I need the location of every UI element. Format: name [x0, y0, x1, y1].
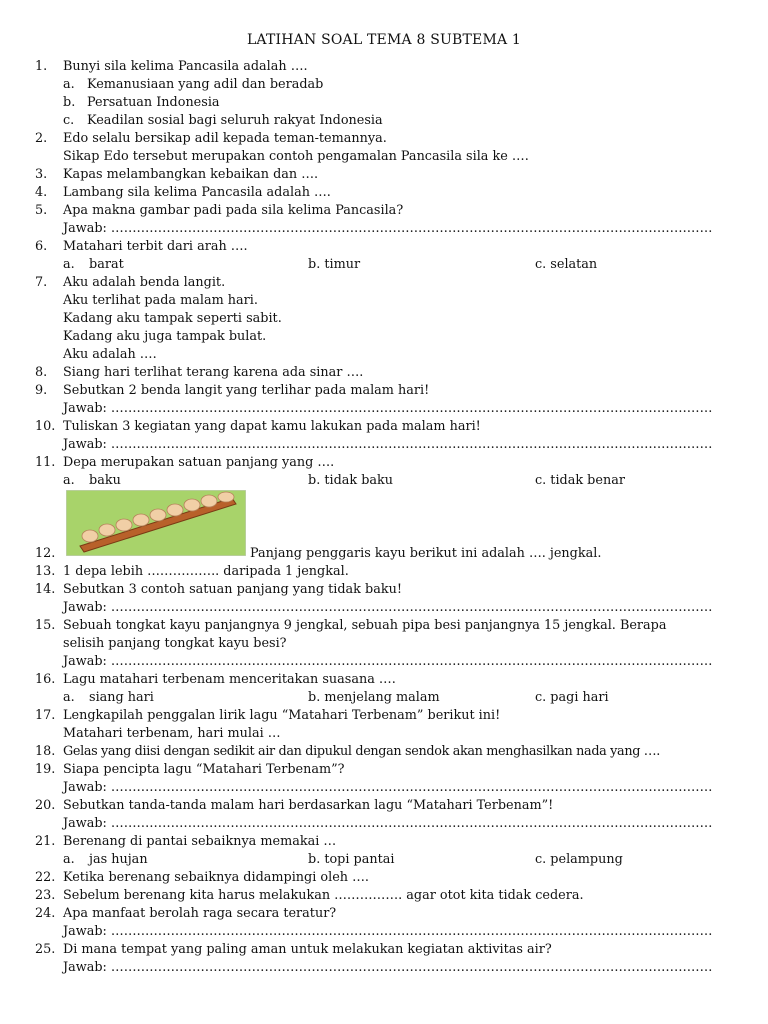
riddle-text: Aku terlihat pada malam hari.: [63, 293, 258, 308]
question-text: Di mana tempat yang paling aman untuk melakukan kegiatan aktivitas air?: [63, 942, 552, 957]
option-text: jas hujan: [89, 852, 148, 867]
option-a: [63, 851, 148, 869]
option-a: [63, 472, 121, 490]
question-text: Tuliskan 3 kegiatan yang dapat kamu lakukan pada malam hari!: [63, 419, 481, 434]
question-text: Apa manfaat berolah raga secara teratur?: [63, 906, 337, 921]
question-number: 12.: [35, 546, 56, 561]
question-text: Panjang penggaris kayu berikut ini adalah …. jengkal.: [250, 546, 602, 561]
option-c: c. selatan: [535, 257, 598, 272]
answer-text: Jawab: ……………………………………………………………………………………………………………………………: [63, 401, 713, 416]
question-number: 5.: [35, 203, 48, 218]
question-number: 9.: [35, 383, 48, 398]
option-letter: a.: [63, 690, 75, 705]
riddle-text: Kadang aku tampak seperti sabit.: [63, 311, 282, 326]
question-number: 25.: [35, 942, 56, 957]
answer-text: Jawab: ……………………………………………………………………………………………………………………………: [63, 924, 713, 939]
question-number: 8.: [35, 365, 48, 380]
option-letter: b.: [63, 95, 76, 110]
option-b: b. timur: [308, 257, 361, 272]
question-text: Bunyi sila kelima Pancasila adalah ….: [63, 59, 308, 74]
question-number: 4.: [35, 185, 48, 200]
question-text: Sebutkan tanda-tanda malam hari berdasarkan lagu “Matahari Terbenam”!: [63, 798, 554, 813]
question-text: Lagu matahari terbenam menceritakan suasana ….: [63, 672, 396, 687]
question-text: Sebutkan 2 benda langit yang terlihar pada malam hari!: [63, 383, 430, 398]
answer-text: Jawab: ……………………………………………………………………………………………………………………………: [63, 437, 713, 452]
option-b: b. topi pantai: [308, 852, 395, 867]
question-number: 2.: [35, 131, 48, 146]
answer-text: Jawab: ……………………………………………………………………………………………………………………………: [63, 816, 713, 831]
answer-text: Jawab: ……………………………………………………………………………………………………………………………: [63, 654, 713, 669]
option-text: Keadilan sosial bagi seluruh rakyat Indonesia: [87, 113, 383, 128]
option-letter: c.: [63, 113, 75, 128]
question-text: Lengkapilah penggalan lirik lagu “Matahari Terbenam” berikut ini!: [63, 708, 501, 723]
question-number: 17.: [35, 708, 56, 723]
question-text: 1 depa lebih …………….. daripada 1 jengkal.: [63, 564, 349, 579]
question-text: Depa merupakan satuan panjang yang ….: [63, 455, 335, 470]
question-text: Ketika berenang sebaiknya didampingi oleh ….: [63, 870, 369, 885]
question-number: 16.: [35, 672, 56, 687]
option-c: c. tidak benar: [535, 473, 625, 488]
option-b: b. menjelang malam: [308, 690, 440, 705]
option-letter: a.: [63, 257, 75, 272]
question-number: 13.: [35, 564, 56, 579]
option-c: c. pelampung: [535, 852, 623, 867]
question-number: 22.: [35, 870, 56, 885]
question-number: 21.: [35, 834, 56, 849]
option-letter: a.: [63, 77, 75, 92]
question-text: Lambang sila kelima Pancasila adalah ….: [63, 185, 331, 200]
riddle-text: Aku adalah ….: [63, 347, 157, 362]
question-text: Sebuah tongkat kayu panjangnya 9 jengkal, sebuah pipa besi panjangnya 15 jengkal. Berapa: [63, 618, 667, 633]
question-text: Kapas melambangkan kebaikan dan ….: [63, 167, 319, 182]
question-number: 3.: [35, 167, 48, 182]
question-text: Sebutkan 3 contoh satuan panjang yang tidak baku!: [63, 582, 402, 597]
question-number: 23.: [35, 888, 56, 903]
option-text: Kemanusiaan yang adil dan beradab: [87, 77, 324, 92]
question-number: 11.: [35, 455, 56, 470]
question-text: selisih panjang tongkat kayu besi?: [63, 636, 287, 651]
question-number: 20.: [35, 798, 56, 813]
question-number: 6.: [35, 239, 48, 254]
question-number: 10.: [35, 419, 56, 434]
question-text: Berenang di pantai sebaiknya memakai …: [63, 834, 337, 849]
question-text: Apa makna gambar padi pada sila kelima Pancasila?: [63, 203, 404, 218]
question-number: 18.: [35, 744, 56, 759]
question-text: Aku adalah benda langit.: [63, 275, 226, 290]
option-letter: a.: [63, 852, 75, 867]
answer-text: Jawab: ……………………………………………………………………………………………………………………………: [63, 780, 713, 795]
option-text: barat: [89, 257, 124, 272]
question-text: Sebelum berenang kita harus melakukan ……………. agar otot kita tidak cedera.: [63, 888, 584, 903]
question-number: 19.: [35, 762, 56, 777]
question-number: 1.: [35, 59, 48, 74]
ruler-hands-illustration: [66, 490, 246, 556]
question-text: Edo selalu bersikap adil kepada teman-temannya.: [63, 131, 387, 146]
option-text: siang hari: [89, 690, 154, 705]
option-b: b. tidak baku: [308, 473, 394, 488]
question-number: 24.: [35, 906, 56, 921]
answer-text: Jawab: ……………………………………………………………………………………………………………………………: [63, 221, 713, 236]
question-text: Matahari terbit dari arah ….: [63, 239, 248, 254]
option-c: c. pagi hari: [535, 690, 609, 705]
page-title: LATIHAN SOAL TEMA 8 SUBTEMA 1: [246, 32, 522, 48]
question-number: 14.: [35, 582, 56, 597]
question-text: Gelas yang diisi dengan sedikit air dan dipukul dengan sendok akan menghasilkan nada yang ….: [63, 744, 660, 759]
question-number: 7.: [35, 275, 48, 290]
option-text: baku: [89, 473, 121, 488]
answer-text: Jawab: ……………………………………………………………………………………………………………………………: [63, 960, 713, 975]
answer-text: Jawab: ……………………………………………………………………………………………………………………………: [63, 600, 713, 615]
option-a: [63, 256, 124, 274]
option-a: [63, 689, 154, 707]
question-text: Sikap Edo tersebut merupakan contoh pengamalan Pancasila sila ke ….: [63, 149, 529, 164]
riddle-text: Kadang aku juga tampak bulat.: [63, 329, 267, 344]
question-text: Siapa pencipta lagu “Matahari Terbenam”?: [63, 762, 345, 777]
question-text: Siang hari terlihat terang karena ada sinar ….: [63, 365, 364, 380]
question-text: Matahari terbenam, hari mulai …: [63, 726, 281, 741]
option-text: Persatuan Indonesia: [87, 95, 220, 110]
option-letter: a.: [63, 473, 75, 488]
question-number: 15.: [35, 618, 56, 633]
